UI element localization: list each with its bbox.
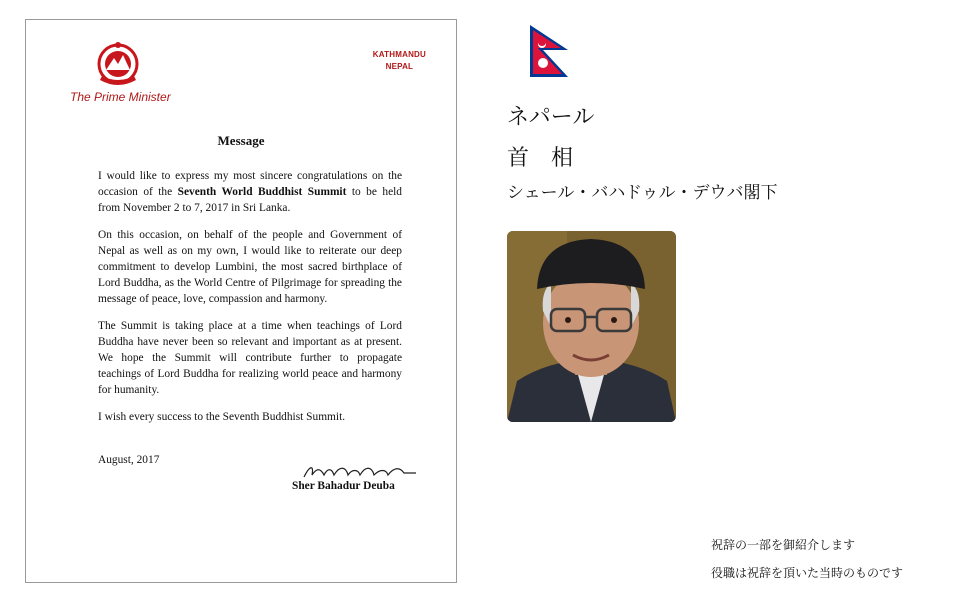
- location-country: NEPAL: [385, 62, 414, 71]
- paragraph-1-before: I would like to express my most sincere congratulations on the occasion of the: [98, 170, 402, 198]
- message-letter: [25, 19, 457, 583]
- message-heading: Message: [217, 133, 265, 148]
- paragraph-2: On this occasion, on behalf of the people and Government of Nepal as well as on my own, I would like to reiterate our deep commitment to develop Lumbini, the most sacred birthplace of Lord Buddha, as the World Centre of Pilgrimage for spreading the message of peace, love, compassion and harmony.: [98, 229, 402, 305]
- summit-name: Seventh World Buddhist Summit: [177, 186, 347, 198]
- note-position-disclaimer: 役職は祝辞を頂いた当時のものです: [711, 566, 904, 580]
- portrait-illustration: [507, 231, 676, 422]
- paragraph-3: The Summit is taking place at a time when teachings of Lord Buddha have never been so relevant and important as at present. We hope the Summit will contribute further to propagate teachings of Lord Buddha for realizing world peace and harmony for humanity.: [98, 320, 402, 396]
- country-name: ネパール: [507, 105, 595, 130]
- nepal-emblem-icon: [92, 40, 144, 90]
- paragraph-1: [98, 168, 402, 216]
- message-body: [98, 168, 402, 436]
- nepal-flag-icon: [529, 24, 569, 78]
- office-label: The Prime Minister: [70, 90, 171, 104]
- position-title: 首 相: [507, 146, 574, 171]
- letter-date: August, 2017: [98, 454, 160, 466]
- portrait-photo: [507, 231, 676, 422]
- person-name: シェール・バハドゥル・デウバ閣下: [507, 183, 778, 203]
- location-city: KATHMANDU: [372, 50, 426, 59]
- paragraph-1-after: to be held from November 2 to 7, 2017 in Sri Lanka.: [98, 186, 402, 214]
- letter-location: [373, 49, 426, 73]
- note-excerpt: 祝辞の一部を御紹介します: [711, 538, 856, 552]
- signer-name: Sher Bahadur Deuba: [292, 480, 395, 492]
- paragraph-4: I wish every success to the Seventh Buddhist Summit.: [98, 411, 346, 423]
